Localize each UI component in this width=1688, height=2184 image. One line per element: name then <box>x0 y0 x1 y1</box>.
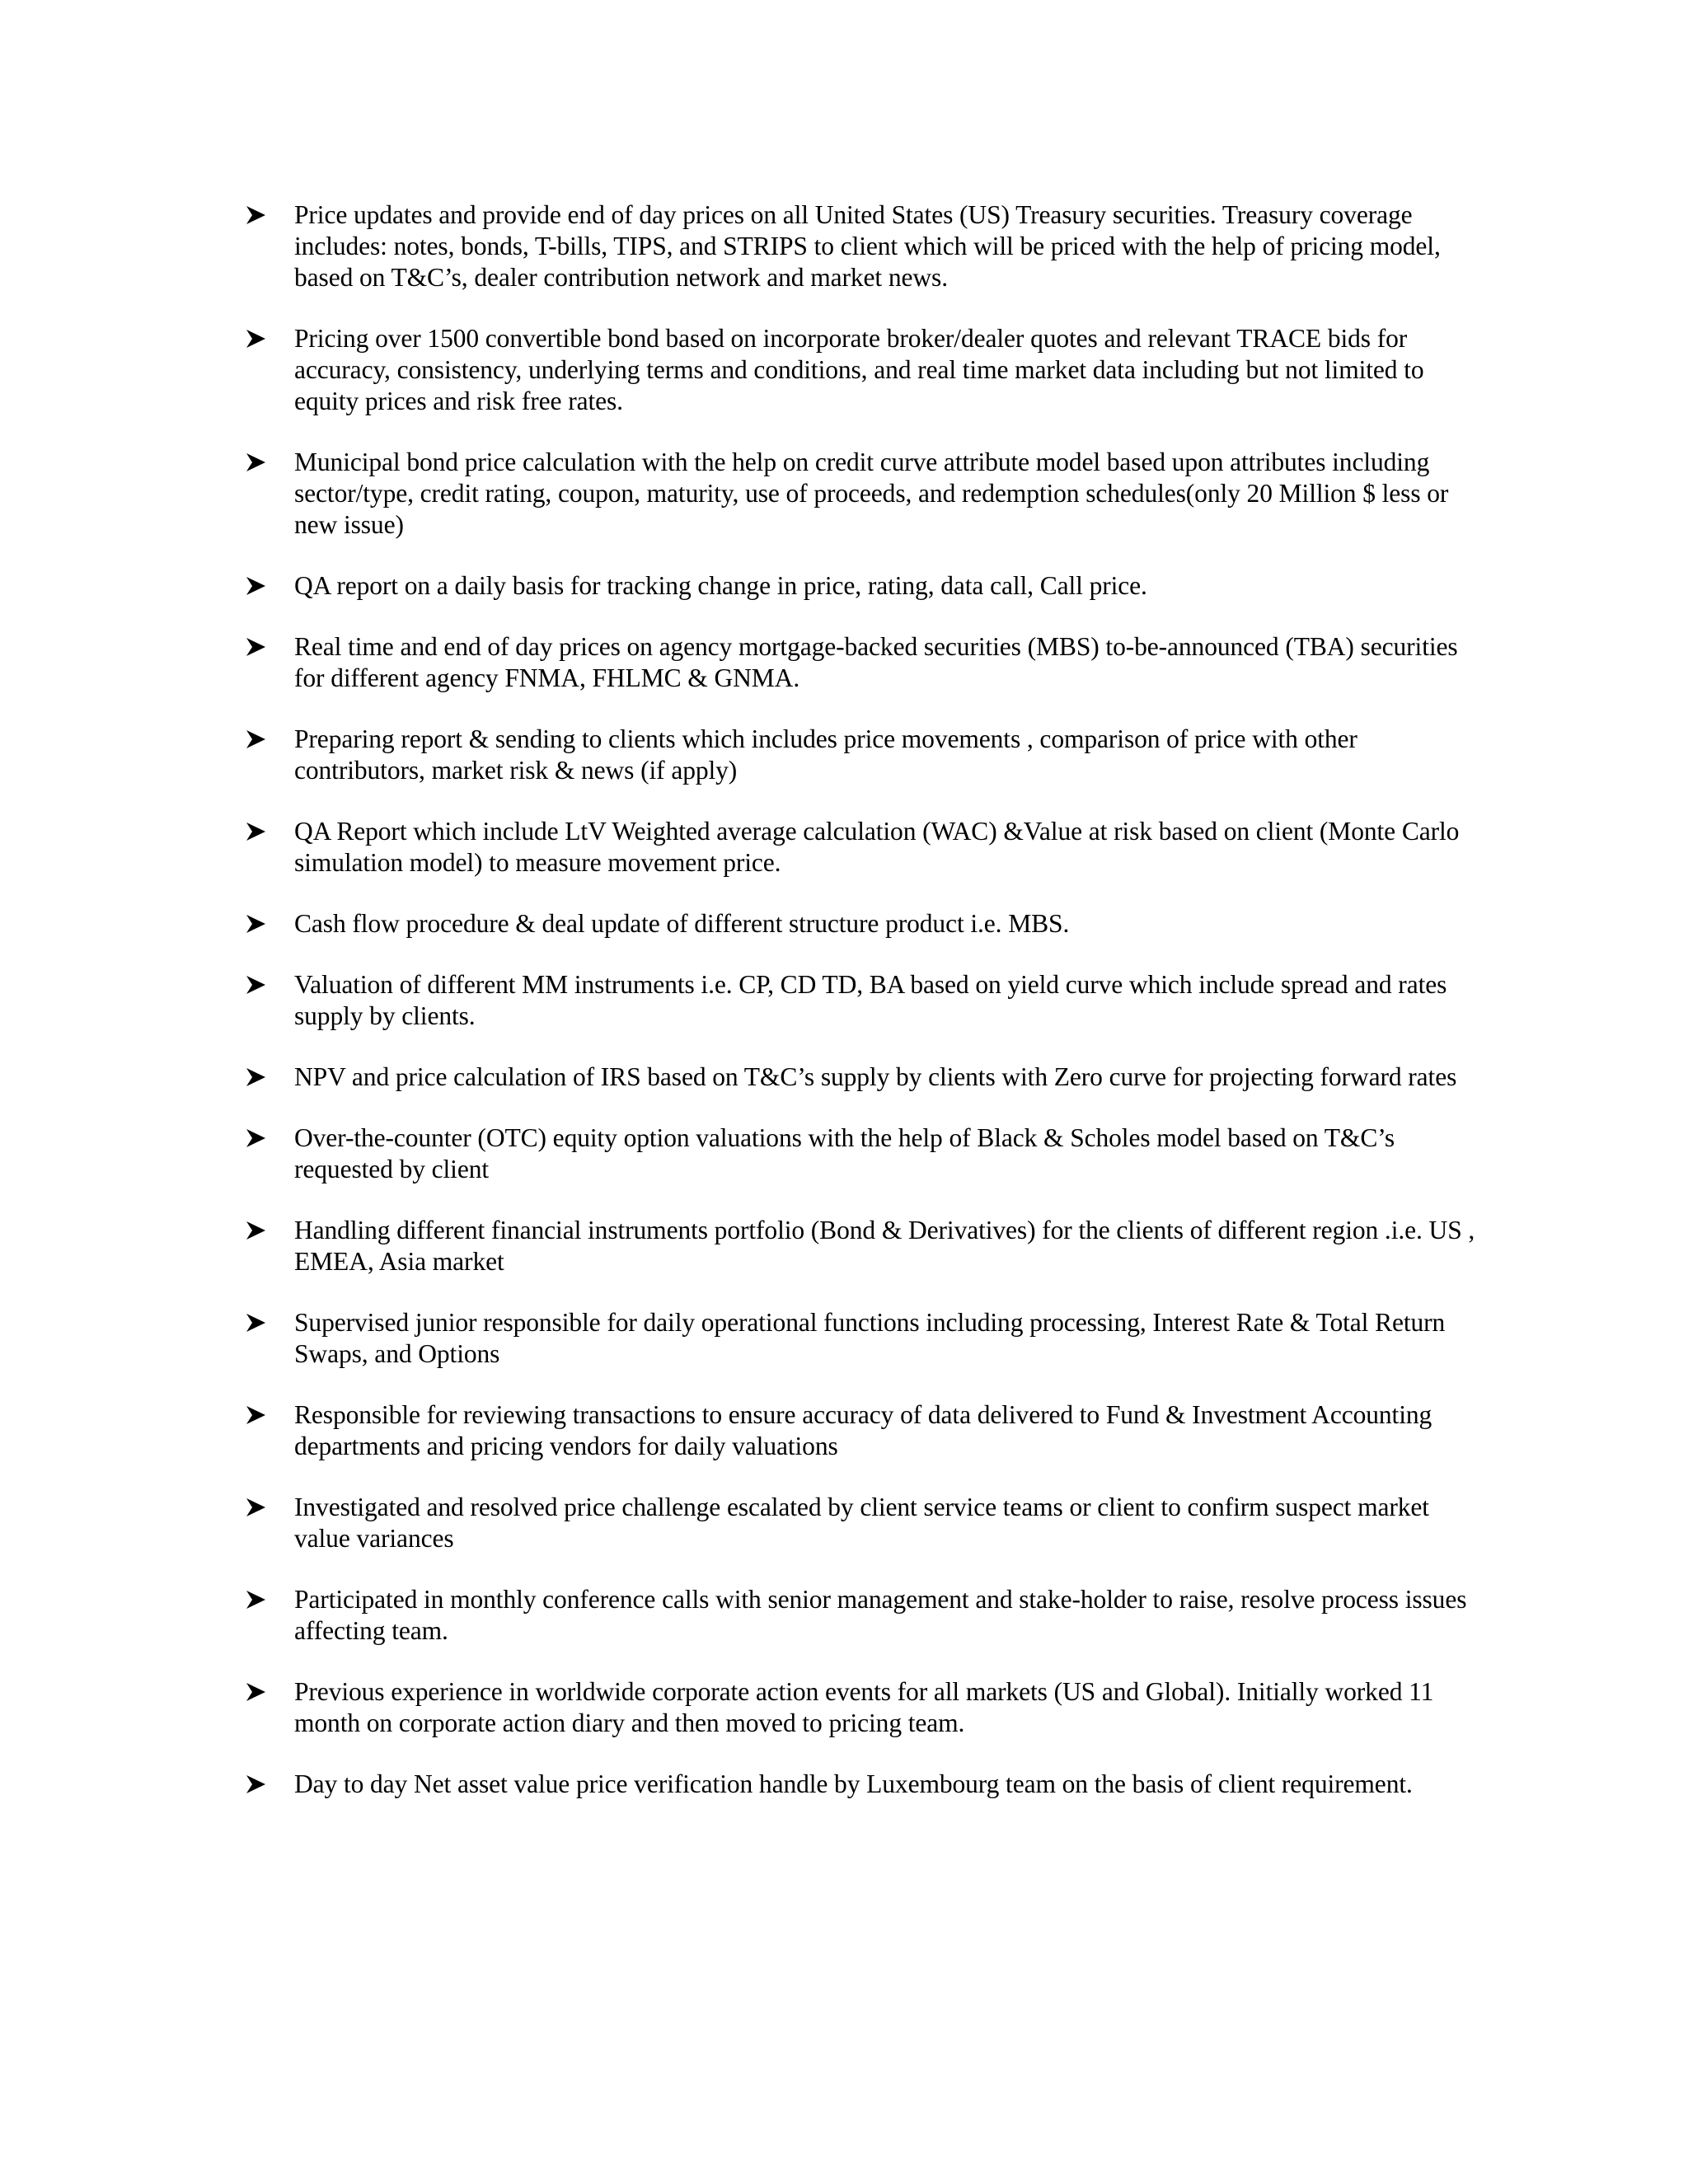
list-item <box>0 1399 1688 1462</box>
list-item-text: NPV and price calculation of IRS based on T&C’s supply by clients with Zero curve for projecting forward rates <box>294 1062 1457 1091</box>
list-item <box>0 199 1688 293</box>
list-item <box>0 1769 1688 1800</box>
bullet-list <box>0 199 1688 1830</box>
list-item <box>0 1676 1688 1739</box>
list-item <box>0 1122 1688 1185</box>
arrowhead-bullet-icon <box>244 727 269 752</box>
list-item-text: Preparing report & sending to clients which includes price movements , comparison of price with other contributors, market risk & news (if apply) <box>294 724 1357 785</box>
list-item <box>0 1584 1688 1647</box>
arrowhead-bullet-icon <box>244 574 269 598</box>
arrowhead-bullet-icon <box>244 1218 269 1243</box>
list-item-text: Investigated and resolved price challenge escalated by client service teams or client to confirm suspect market value variances <box>294 1493 1429 1553</box>
list-item-text: Real time and end of day prices on agency mortgage-backed securities (MBS) to-be-announced (TBA) securities for different agency FNMA, FHLMC & GNMA. <box>294 632 1458 692</box>
list-item <box>0 1215 1688 1277</box>
arrowhead-bullet-icon <box>244 450 269 475</box>
list-item-text: Supervised junior responsible for daily operational functions including processing, Interest Rate & Total Return Swaps, and Options <box>294 1308 1446 1368</box>
arrowhead-bullet-icon <box>244 1126 269 1151</box>
arrowhead-bullet-icon <box>244 972 269 997</box>
arrowhead-bullet-icon <box>244 1310 269 1335</box>
arrowhead-bullet-icon <box>244 1680 269 1704</box>
arrowhead-bullet-icon <box>244 203 269 227</box>
arrowhead-bullet-icon <box>244 1403 269 1427</box>
arrowhead-bullet-icon <box>244 912 269 936</box>
list-item-text: Price updates and provide end of day prices on all United States (US) Treasury securities. Treasury coverage includes: notes, bonds, T-bills, TIPS, and STRIPS to client which will be priced with the help of pricing model, based on T&C’s, dealer contribution network and market news. <box>294 200 1441 292</box>
list-item-text: Cash flow procedure & deal update of different structure product i.e. MBS. <box>294 909 1070 938</box>
arrowhead-bullet-icon <box>244 1772 269 1797</box>
list-item-text: Participated in monthly conference calls with senior management and stake-holder to raise, resolve process issues affecting team. <box>294 1585 1467 1645</box>
list-item <box>0 724 1688 786</box>
list-item-text: Municipal bond price calculation with the help on credit curve attribute model based upon attributes including sector/type, credit rating, coupon, maturity, use of proceeds, and redemption schedules(only 20 Million $ less or new issue) <box>294 448 1449 539</box>
arrowhead-bullet-icon <box>244 1065 269 1090</box>
arrowhead-bullet-icon <box>244 326 269 351</box>
list-item <box>0 969 1688 1032</box>
arrowhead-bullet-icon <box>244 1587 269 1612</box>
list-item <box>0 323 1688 417</box>
list-item-text: Handling different financial instruments portfolio (Bond & Derivatives) for the clients of different region .i.e. US , EMEA, Asia market <box>294 1216 1475 1276</box>
list-item <box>0 1307 1688 1370</box>
list-item <box>0 816 1688 879</box>
list-item-text: Day to day Net asset value price verification handle by Luxembourg team on the basis of client requirement. <box>294 1769 1413 1798</box>
list-item-text: Responsible for reviewing transactions to ensure accuracy of data delivered to Fund & Investment Accounting departments and pricing vendors for daily valuations <box>294 1400 1432 1460</box>
arrowhead-bullet-icon <box>244 1495 269 1520</box>
arrowhead-bullet-icon <box>244 635 269 659</box>
list-item-text: Previous experience in worldwide corporate action events for all markets (US and Global). Initially worked 11 month on corporate action diary and then moved to pricing team. <box>294 1677 1434 1737</box>
list-item <box>0 1062 1688 1093</box>
list-item <box>0 570 1688 602</box>
list-item-text: Over-the-counter (OTC) equity option valuations with the help of Black & Scholes model based on T&C’s requested by client <box>294 1123 1395 1183</box>
list-item-text: QA report on a daily basis for tracking change in price, rating, data call, Call price. <box>294 571 1147 600</box>
list-item-text: Valuation of different MM instruments i.e. CP, CD TD, BA based on yield curve which include spread and rates supply by clients. <box>294 970 1447 1030</box>
list-item <box>0 908 1688 940</box>
arrowhead-bullet-icon <box>244 819 269 844</box>
list-item-text: Pricing over 1500 convertible bond based on incorporate broker/dealer quotes and relevant TRACE bids for accuracy, consistency, underlying terms and conditions, and real time market data including but not limited to equity prices and risk free rates. <box>294 324 1424 415</box>
list-item <box>0 447 1688 541</box>
list-item <box>0 1492 1688 1554</box>
list-item <box>0 631 1688 694</box>
list-item-text: QA Report which include LtV Weighted average calculation (WAC) &Value at risk based on client (Monte Carlo simulation model) to measure movement price. <box>294 817 1460 877</box>
